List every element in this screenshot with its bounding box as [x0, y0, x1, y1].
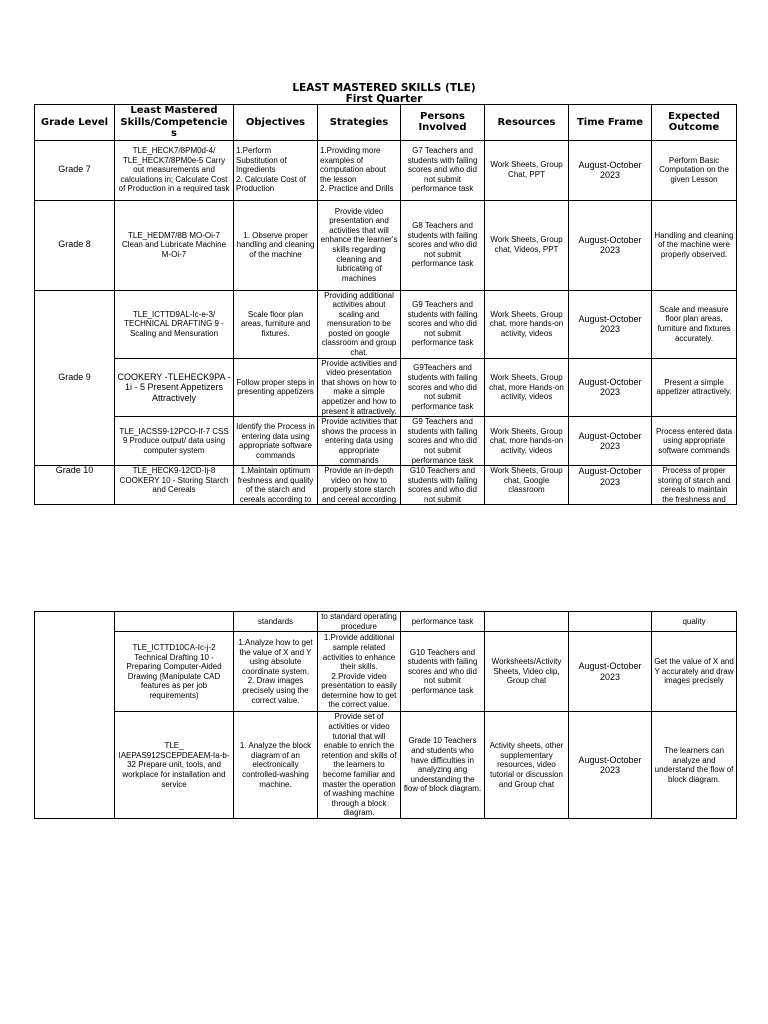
outcome-cell	[652, 466, 737, 505]
header-strategies: Strategies	[318, 105, 401, 141]
objectives-cell: Identify the Process in entering data using appropriate software commands	[234, 417, 318, 466]
skills-cell: TLE_HECK7/8PM0d-4/ TLE_HECK7/8PM0e-5 Carry out measurements and calculations in; Calculate Cost of Production in a required task	[115, 140, 234, 200]
objectives-cell: 1. Analyze the block diagram of an electronically controlled-washing machine.	[234, 712, 318, 819]
objectives-text: 1.Maintain optimum freshness and quality of the starch and cereals according to	[237, 466, 314, 504]
header-resources: Resources	[485, 105, 569, 141]
persons-cell: Grade 10 Teachers and students who have difficulties in analyzing ang understanding the flow of block diagram.	[401, 712, 485, 819]
strategies-cell: Provide set of activities or video tutorial that will enable to enrich the retention and skills of the learners to become familiar and master the operation of washing machine through a block diagram.	[318, 712, 401, 819]
persons-cell: G8 Teachers and students with failing scores and who did not submit performance task	[401, 200, 485, 290]
header-expected-outcome: Expected Outcome	[652, 105, 737, 141]
header-persons-involved: Persons Involved	[401, 105, 485, 141]
resources-cell: Work Sheets, Group chat, Videos, PPT	[485, 200, 569, 290]
objectives-cell: 1. Observe proper handling and cleaning of the machine	[234, 200, 318, 290]
grade-level-cell: Grade 7	[35, 140, 115, 200]
resources-cell: Work Sheets, Group chat, more hands-on activity, videos	[485, 290, 569, 358]
header-row	[35, 105, 737, 141]
grade-level-cell: Grade 9	[35, 290, 115, 466]
objectives-cell: Follow proper steps in presenting appetizers	[234, 358, 318, 417]
time-frame-cell	[569, 612, 652, 632]
time-frame-cell: August-October 2023	[569, 140, 652, 200]
header-grade-level: Grade Level	[35, 105, 115, 141]
time-frame-text: August-October 2023	[578, 466, 642, 487]
strategies-cell: Provide activities and video presentation that shows on how to make a simple appetizer and how to present it attractively.	[318, 358, 401, 417]
persons-text: G10 Teachers and students with failing scores and who did not submit	[407, 466, 478, 504]
persons-cell: G9 Teachers and students with failing scores and who did not submit performance task	[401, 417, 485, 466]
resources-text: Work Sheets, Group chat, Google classroom	[490, 466, 563, 495]
objectives-cell: standards	[234, 612, 318, 632]
skills-cell: TLE_IACSS9-12PCO-If-7 CSS 9 Produce output/ data using computer system	[115, 417, 234, 466]
strategies-cell: Provide activities that shows the process in entering data using appropriate commands	[318, 417, 401, 466]
grade-level-cell	[35, 612, 115, 819]
strategies-text: Provide an in-depth video on how to properly store starch and cereal according	[321, 466, 397, 504]
skills-cell: TLE_HEDM7/8B MO-Oi-7 Clean and Lubricate Machine M-Oi-7	[115, 200, 234, 290]
objectives-cell: Scale floor plan areas, furniture and fixtures.	[234, 290, 318, 358]
strategies-cell: to standard operating procedure	[318, 612, 401, 632]
time-frame-cell: August-October 2023	[569, 358, 652, 417]
table-row-grade-9-a	[35, 290, 737, 358]
persons-cell: G7 Teachers and students with failing scores and who did not submit performance task	[401, 140, 485, 200]
table-row-grade-10-b	[35, 632, 737, 712]
header-time-frame: Time Frame	[569, 105, 652, 141]
outcome-cell: quality	[652, 612, 737, 632]
strategies-cell: Providing additional activities about scaling and mensuration to be posted on google classroom and group chat.	[318, 290, 401, 358]
table-row-continued	[35, 612, 737, 632]
persons-cell: performance task	[401, 612, 485, 632]
document-title: LEAST MASTERED SKILLS (TLE)	[292, 82, 476, 94]
time-frame-cell: August-October 2023	[569, 632, 652, 712]
lms-table	[34, 104, 737, 505]
persons-cell	[401, 466, 485, 505]
table-row-grade-9-b	[35, 358, 737, 417]
grade-level-cell: Grade 8	[35, 200, 115, 290]
header-skills: Least Mastered Skills/Competencie s	[115, 105, 234, 141]
time-frame-cell: August-October 2023	[569, 200, 652, 290]
objectives-cell	[234, 466, 318, 505]
objectives-cell: 1.Analyze how to get the value of X and Y using absolute coordinate system. 2. Draw images precisely using the correct value.	[234, 632, 318, 712]
document-subtitle: First Quarter	[345, 93, 423, 105]
resources-cell: Worksheets/Activity Sheets, Video clip, Group chat	[485, 632, 569, 712]
strategies-cell: 1.Providing more examples of computation about the lesson 2. Practice and Drills	[318, 140, 401, 200]
time-frame-cell: August-October 2023	[569, 290, 652, 358]
outcome-cell: Present a simple appetizer attractively.	[652, 358, 737, 417]
skills-cell	[115, 612, 234, 632]
persons-cell: G10 Teachers and students with failing scores and who did not submit performance task	[401, 632, 485, 712]
strategies-cell: 1.Provide additional sample related activities to enhance their skills. 2.Provide video presentation to easily determine how to get the correct value.	[318, 632, 401, 712]
skills-text: TLE_HECK9-12CD-Ij-8 COOKERY 10 - Storing Starch and Cereals	[119, 466, 229, 495]
outcome-cell: Handling and cleaning of the machine were properly observed.	[652, 200, 737, 290]
table-row-grade-10-c	[35, 712, 737, 819]
time-frame-cell: August-October 2023	[569, 417, 652, 466]
resources-cell	[485, 612, 569, 632]
strategies-cell: Provide video presentation and activities that will enhance the learner's skills regarding cleaning and lubricating of machines	[318, 200, 401, 290]
header-objectives: Objectives	[234, 105, 318, 141]
outcome-cell: Process entered data using appropriate software commands	[652, 417, 737, 466]
objectives-cell: 1.Perform Substitution of Ingredients 2. Calculate Cost of Production	[234, 140, 318, 200]
time-frame-cell: August-October 2023	[569, 712, 652, 819]
resources-cell: Work Sheets, Group Chat, PPT	[485, 140, 569, 200]
outcome-text: Process of proper storing of starch and cereals to maintain the freshness and	[657, 466, 731, 504]
outcome-cell: Scale and measure floor plan areas, furniture and fixtures accurately.	[652, 290, 737, 358]
lms-table-continued	[34, 611, 737, 819]
grade-level-cell: Grade 10	[35, 466, 115, 505]
resources-cell: Activity sheets, other supplementary resources, video tutorial or discussion and Group chat	[485, 712, 569, 819]
resources-cell: Work Sheets, Group chat, more Hands-on activity, videos	[485, 358, 569, 417]
outcome-cell: Perform Basic Computation on the given Lesson	[652, 140, 737, 200]
resources-cell: Work Sheets, Group chat, more hands-on activity, videos	[485, 417, 569, 466]
strategies-cell	[318, 466, 401, 505]
table-row-grade-7	[35, 140, 737, 200]
time-frame-cell	[569, 466, 652, 505]
table-row-grade-9-c	[35, 417, 737, 466]
resources-cell	[485, 466, 569, 505]
skills-cell: TLE_ IAEPAS912SCEPDEAEM-Ia-b-32 Prepare unit, tools, and workplace for installation and service	[115, 712, 234, 819]
outcome-cell: Get the value of X and Y accurately and draw images precisely	[652, 632, 737, 712]
persons-cell: G9 Teachers and students with failing scores and who did not submit performance task	[401, 290, 485, 358]
skills-cell: TLE_ICTTD10CA-Ic-j-2 Technical Drafting 10 - Preparing Computer-Aided Drawing (Manipulate CAD features as per job requirements)	[115, 632, 234, 712]
outcome-cell: The learners can analyze and understand the flow of block diagram.	[652, 712, 737, 819]
persons-cell: G9Teachers and students with failing scores and who did not submit performance task	[401, 358, 485, 417]
skills-cell: TLE_ICTTD9AL-Ic-e-3/ TECHNICAL DRAFTING 9 - Scaling and Mensuration	[115, 290, 234, 358]
skills-cell: COOKERY -TLEHECK9PA - 1i - 5 Present Appetizers Attractively	[115, 358, 234, 417]
table-row-grade-8	[35, 200, 737, 290]
skills-cell	[115, 466, 234, 505]
table-row-grade-10	[35, 466, 737, 505]
